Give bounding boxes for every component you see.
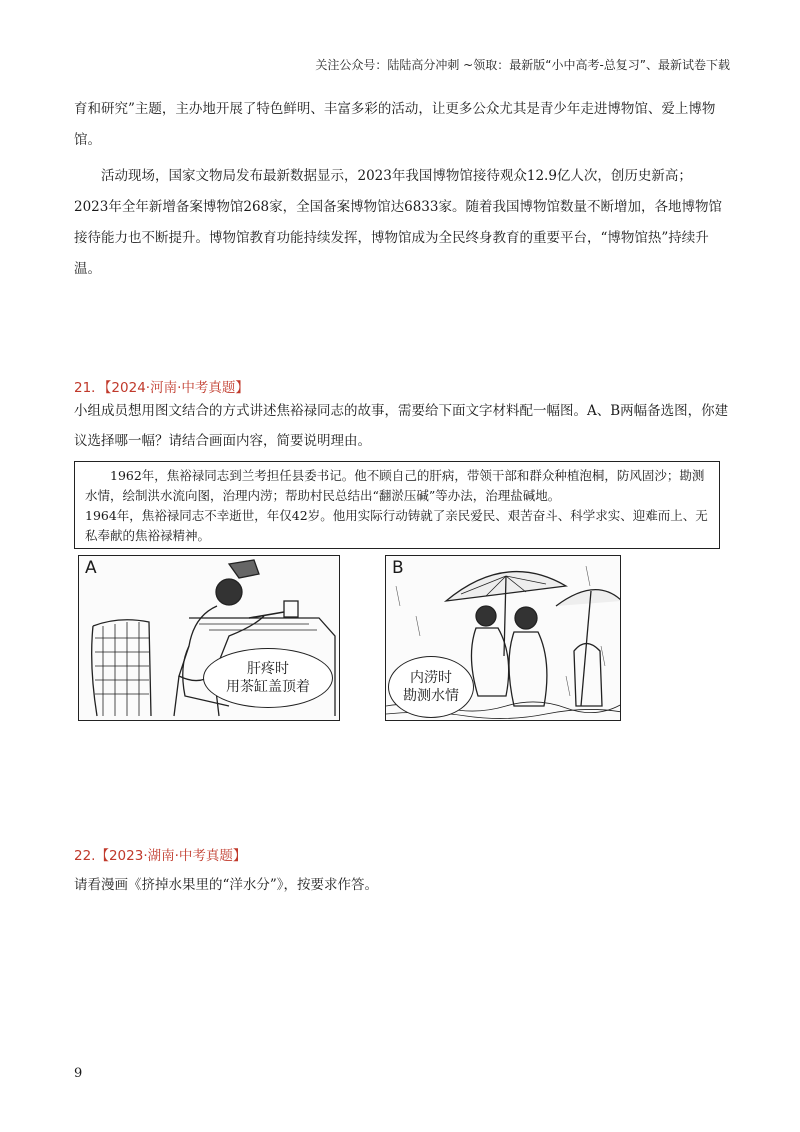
picture-a — [78, 555, 340, 721]
question-21-number: 21．【2024·河南·中考真题】 — [74, 380, 249, 396]
material-paragraph-1: 1962年，焦裕禄同志到兰考担任县委书记。他不顾自己的肝病，带领干部和群众种植泡桐，防风固沙；勘测水情，绘制洪水流向图，治理内涝；帮助村民总结出“翻淤压碱”等办法，治理盐碱地。 — [85, 468, 705, 503]
picture-b-caption-line-2: 勘测水情 — [403, 688, 459, 704]
picture-a-speech-bubble — [203, 648, 333, 708]
intro-paragraph-1: 育和研究”主题，主办地开展了特色鲜明、丰富多彩的活动，让更多公众尤其是青少年走进博物馆、爱上博物馆。 — [74, 101, 716, 148]
material-paragraph-2: 1964年，焦裕禄同志不幸逝世，年仅42岁。他用实际行动铸就了亲民爱民、艰苦奋斗、科学求实、迎难而上、无私奉献的焦裕禄精神。 — [85, 508, 708, 543]
picture-b-label: B — [392, 558, 404, 578]
question-22-number: 22.【2023·湖南·中考真题】 — [74, 848, 247, 864]
material-box — [74, 461, 720, 549]
page-header: 关注公众号：陆陆高分冲刺 ~领取：最新版“小中高考-总复习”、最新试卷下载 — [315, 58, 730, 72]
picture-b — [385, 555, 621, 721]
picture-b-speech-bubble — [388, 656, 474, 718]
picture-b-caption-line-1: 内涝时 — [410, 670, 452, 686]
intro-paragraph-2: 活动现场，国家文物局发布最新数据显示，2023年我国博物馆接待观众12.9亿人次，创历史新高；2023年全年新增备案博物馆268家，全国备案博物馆达6833家。随着我国博物馆数量不断增加，各地博物馆接待能力也不断提升。博物馆教育功能持续发挥，博物馆成为全民终身教育的重要平台，“博物馆热”持续升温。 — [74, 168, 722, 277]
question-22-prompt: 请看漫画《挤掉水果里的“洋水分”》，按要求作答。 — [74, 877, 379, 893]
picture-a-label: A — [85, 558, 97, 578]
picture-a-caption-line-2: 用茶缸盖顶着 — [226, 679, 310, 695]
picture-a-caption-line-1: 肝疼时 — [247, 661, 289, 677]
page-number: 9 — [74, 1066, 83, 1081]
question-21-prompt: 小组成员想用图文结合的方式讲述焦裕禄同志的故事，需要给下面文字材料配一幅图。A、B两幅备选图，你建议选择哪一幅？请结合画面内容，简要说明理由。 — [74, 403, 729, 449]
